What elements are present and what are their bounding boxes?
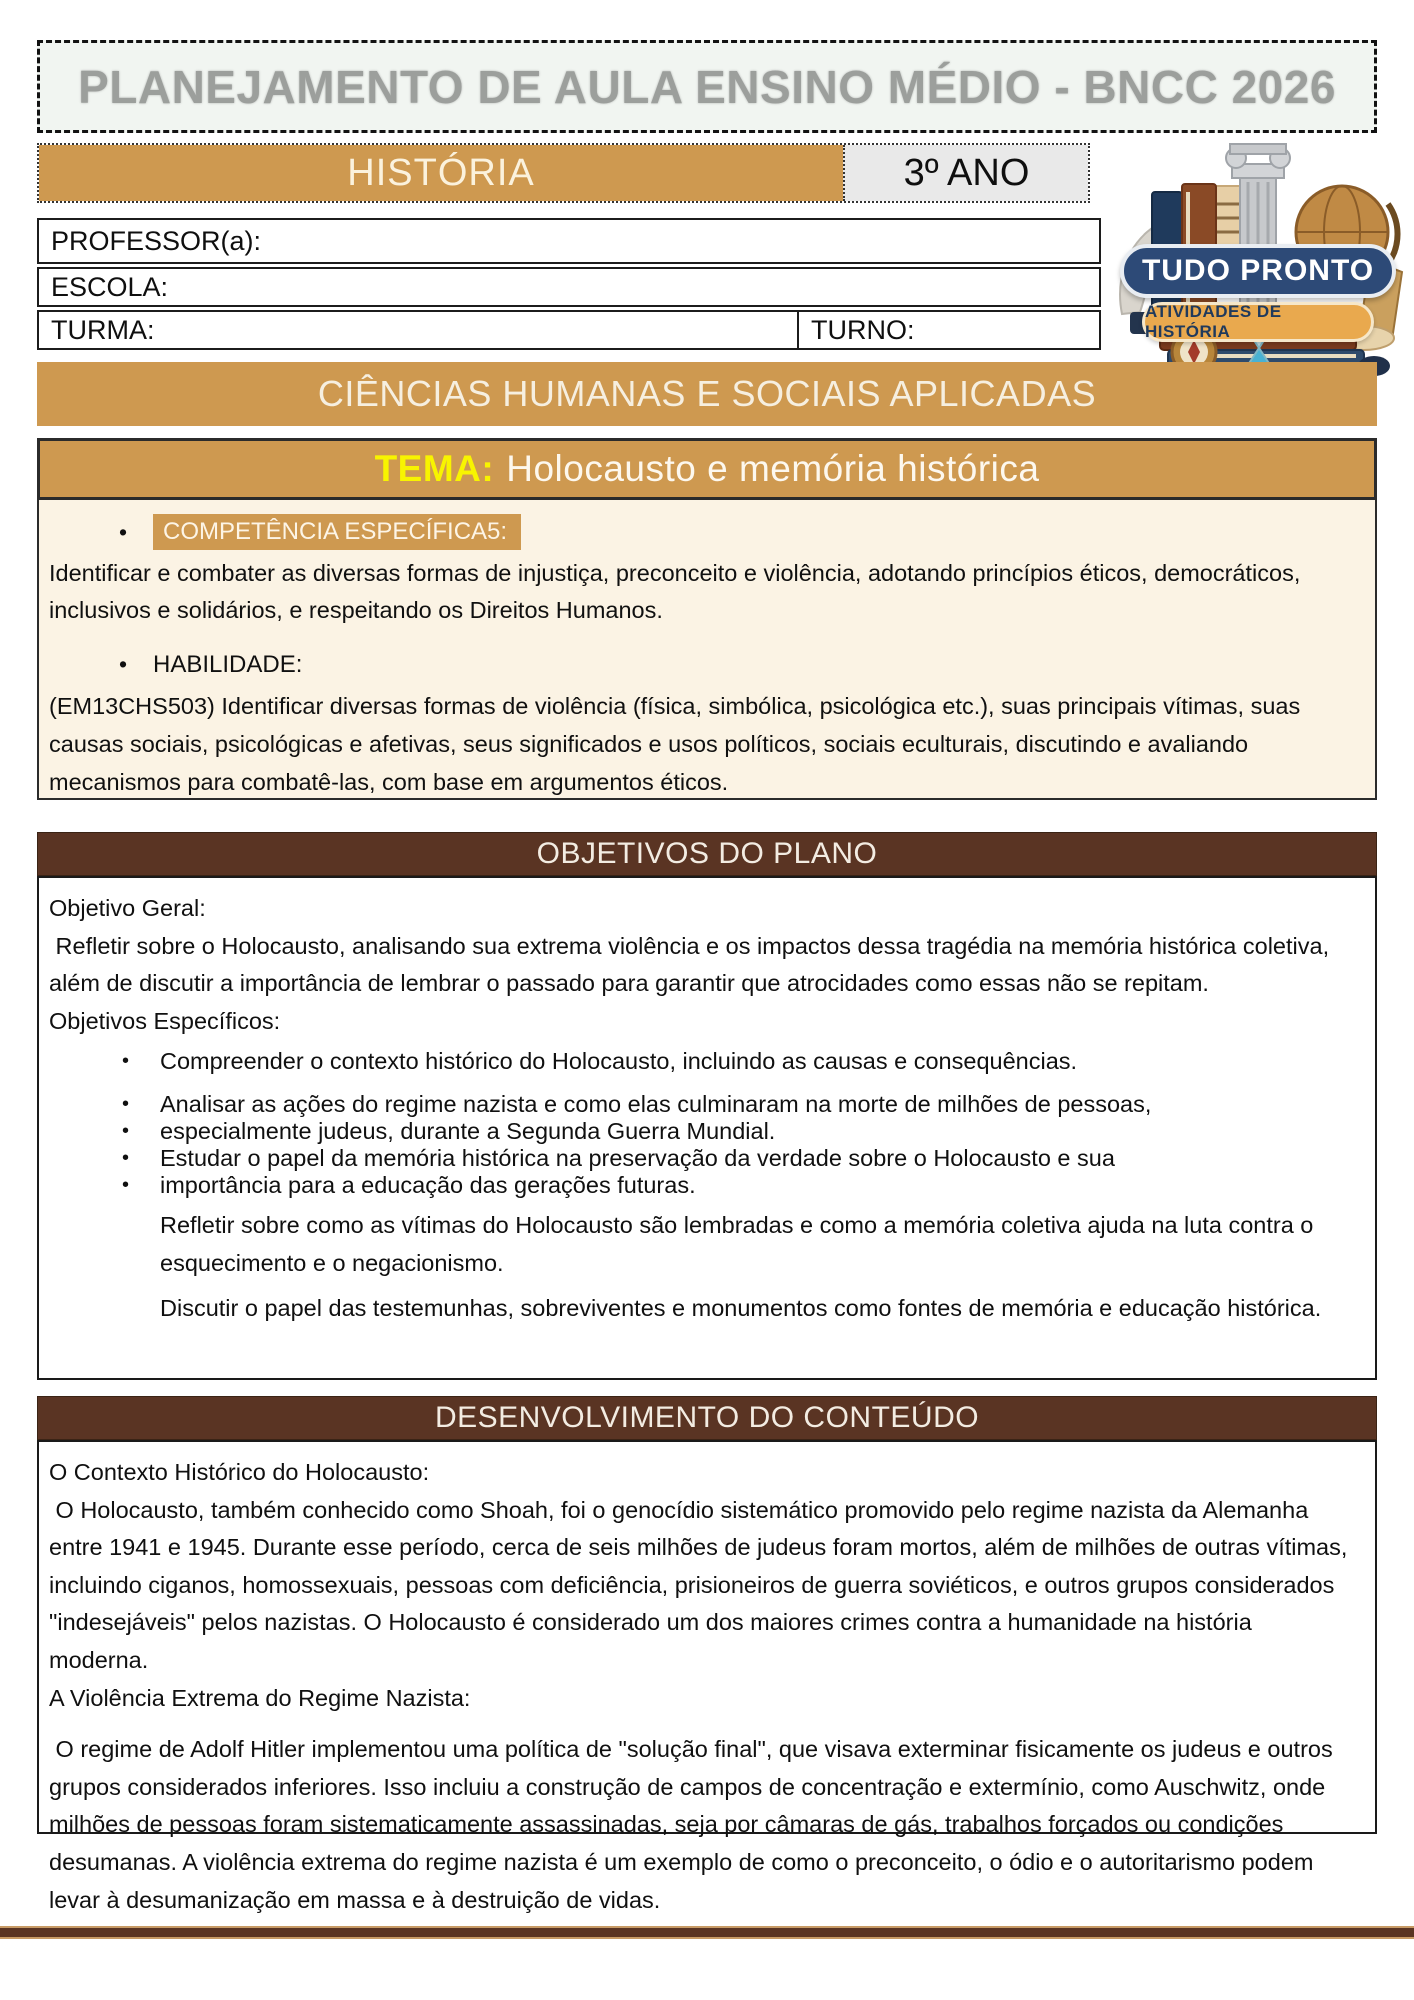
bullet-icon: • — [119, 519, 128, 545]
bullet-icon: • — [122, 1173, 130, 1196]
objetivos-especificos-list — [49, 1046, 1349, 1199]
turno-cell — [797, 312, 1099, 348]
bullet-icon: • — [119, 650, 128, 677]
competencia-label: COMPETÊNCIA ESPECÍFICA5: — [153, 514, 521, 550]
turno-label: TURNO: — [811, 314, 915, 345]
page-title: PLANEJAMENTO DE AULA ENSINO MÉDIO - BNCC 2026 — [78, 60, 1336, 113]
escola-label: ESCOLA: — [51, 271, 169, 302]
turma-turno-field-row — [37, 310, 1101, 350]
turma-cell — [39, 312, 797, 348]
brand-logo — [1102, 134, 1414, 386]
list-item — [49, 1145, 1349, 1172]
list-item-text: especialmente judeus, durante a Segunda Guerra Mundial. — [160, 1117, 776, 1144]
list-item-text: Estudar o papel da memória histórica na preservação da verdade sobre o Holocausto e sua — [160, 1144, 1115, 1171]
list-item — [49, 1046, 1349, 1077]
logo-badge-secondary: ATIVIDADES DE HISTÓRIA — [1142, 302, 1374, 342]
objetivo-geral-label: Objetivo Geral: — [49, 895, 206, 921]
list-item-text: importância para a educação das gerações futuras. — [160, 1171, 696, 1198]
professor-field-row — [37, 218, 1101, 264]
subject-cell: HISTÓRIA — [39, 145, 843, 201]
list-item — [49, 1091, 1349, 1118]
document-header — [37, 40, 1377, 133]
habilidade-bullet-line — [49, 646, 1349, 684]
contexto-text: O Holocausto, também conhecido como Shoah, foi o genocídio sistemático promovido pelo regime nazista da Alemanha entre 1941 e 1945. Durante esse período, cerca de seis milhões de judeus foram mortos, além de milhões de outras vítimas, incluindo ciganos, homossexuais, pessoas com deficiência, prisioneiros de guerra soviéticos, e outros grupos considerados "indesejáveis" pelos nazistas. O Holocausto é considerado um dos maiores crimes contra a humanidade na história moderna. — [49, 1496, 1354, 1673]
list-item — [49, 1172, 1349, 1199]
grade-cell: 3º ANO — [843, 145, 1088, 201]
escola-field-row — [37, 267, 1101, 307]
objetivos-section — [37, 876, 1377, 1380]
tema-title: Holocausto e memória histórica — [506, 448, 1040, 489]
professor-label: PROFESSOR(a): — [51, 225, 262, 256]
bullet-icon: • — [122, 1050, 130, 1073]
desenvolvimento-header: DESENVOLVIMENTO DO CONTEÚDO — [434, 1401, 980, 1434]
contexto-label: O Contexto Histórico do Holocausto: — [49, 1459, 430, 1485]
objetivos-header: OBJETIVOS DO PLANO — [536, 837, 878, 870]
violencia-label: A Violência Extrema do Regime Nazista: — [49, 1684, 471, 1711]
objetivo-geral-text: Refletir sobre o Holocausto, analisando sua extrema violência e os impactos dessa tragédia na memória histórica coletiva, além de discutir a importância de lembrar o passado para garantir que atrocidades como essas não se repitam. — [49, 932, 1336, 997]
objetivos-extra-paragraph: Discutir o papel das testemunhas, sobreviventes e monumentos como fontes de memória e educação histórica. — [160, 1295, 1322, 1322]
violencia-text: O regime de Adolf Hitler implementou uma política de "solução final", que visava exterminar fisicamente os judeus e outros grupos considerados inferiores. Isso incluiu a construção de campos de concentração e extermínio, como Auschwitz, onde milhões de pessoas foram sistematicamente assassinadas, seja por câmaras de gás, trabalhos forçados ou condições desumanas. A violência extrema do regime nazista é um exemplo de como o preconceito, o ódio e o autoritarismo podem levar à desumanização em massa e à destruição de vidas. — [49, 1736, 1340, 1913]
list-item-text: Analisar as ações do regime nazista e como elas culminaram na morte de milhões de pessoas, — [160, 1090, 1152, 1117]
habilidade-label: HABILIDADE: — [153, 650, 303, 678]
competencia-bullet-line — [49, 514, 1349, 551]
subject-grade-row — [37, 143, 1090, 203]
tema-label: TEMA: — [374, 448, 495, 489]
competencia-section — [37, 500, 1377, 800]
habilidade-text: (EM13CHS503) Identificar diversas formas de violência (física, simbólica, psicológica etc.), suas principais vítimas, suas causas sociais, psicológicas e afetivas, seus significados e usos políticos, sociais eculturais, discutindo e avaliando mecanismos para combatê-las, com base em argumentos éticos. — [49, 693, 1307, 795]
desenvolvimento-section — [37, 1440, 1377, 1913]
objetivos-header-bar — [37, 832, 1377, 876]
desenvolvimento-header-bar — [37, 1396, 1377, 1440]
bullet-icon: • — [122, 1092, 130, 1115]
objetivos-extra-paragraph: Refletir sobre como as vítimas do Holocausto são lembradas e como a memória coletiva ajuda na luta contra o esquecimento e o negacionismo. — [160, 1211, 1314, 1276]
competencia-text: Identificar e combater as diversas formas de injustiça, preconceito e violência, adotando princípios éticos, democráticos, inclusivos e solidários, e respeitando os Direitos Humanos. — [49, 559, 1307, 624]
bullet-icon: • — [122, 1146, 130, 1169]
turma-label: TURMA: — [51, 314, 155, 345]
objetivos-especificos-label: Objetivos Específicos: — [49, 1007, 281, 1034]
list-item-text: Compreender o contexto histórico do Holocausto, incluindo as causas e consequências. — [160, 1048, 1078, 1075]
tema-banner — [37, 438, 1377, 500]
area-banner: CIÊNCIAS HUMANAS E SOCIAIS APLICADAS — [37, 362, 1377, 426]
list-item — [49, 1118, 1349, 1145]
bullet-icon: • — [122, 1119, 130, 1142]
footer-divider — [0, 1926, 1414, 1939]
logo-badge-primary: TUDO PRONTO — [1120, 244, 1396, 298]
